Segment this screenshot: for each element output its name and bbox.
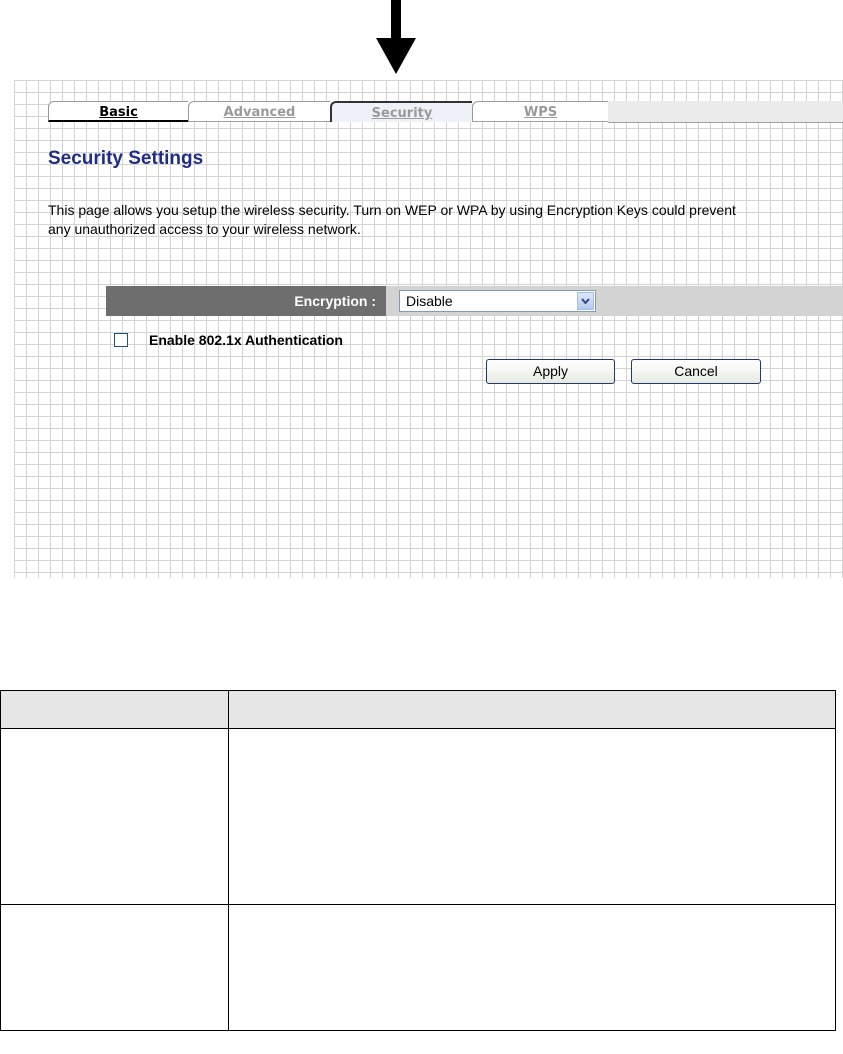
- table-header-row: [1, 691, 836, 729]
- table-header-cell: [1, 691, 229, 729]
- page-description: This page allows you setup the wireless security. Turn on WEP or WPA by using Encryption Keys could prevent any unauthorized access to your wireless network.: [48, 202, 736, 237]
- apply-button[interactable]: Apply: [486, 359, 615, 384]
- chevron-down-icon[interactable]: [577, 292, 594, 310]
- table-row: [1, 905, 836, 1031]
- encryption-field-area: [387, 286, 843, 316]
- tab-basic[interactable]: Basic: [48, 101, 188, 122]
- router-settings-screenshot: [14, 80, 843, 578]
- table-cell: [229, 905, 836, 1031]
- tab-wps[interactable]: WPS: [472, 101, 608, 122]
- page-title: Security Settings: [48, 148, 204, 169]
- encryption-label: Encryption :: [106, 286, 386, 316]
- tab-strip: [608, 101, 843, 123]
- table-cell: [1, 905, 229, 1031]
- tab-advanced[interactable]: Advanced: [188, 101, 330, 122]
- tab-security[interactable]: Security: [330, 101, 472, 122]
- table-header-cell: [229, 691, 836, 729]
- table-cell: [229, 729, 836, 905]
- tab-bar: [48, 101, 843, 123]
- encryption-selected-value: Disable: [406, 293, 453, 309]
- encryption-row: [106, 286, 843, 316]
- enable-8021x-label: Enable 802.1x Authentication: [149, 332, 343, 348]
- table-row: [1, 729, 836, 905]
- cancel-button[interactable]: Cancel: [631, 359, 761, 384]
- table-cell: [1, 729, 229, 905]
- encryption-select[interactable]: [399, 290, 596, 312]
- down-arrow-icon: [376, 0, 416, 74]
- enable-8021x-checkbox[interactable]: [114, 333, 128, 347]
- description-table: [0, 690, 836, 1031]
